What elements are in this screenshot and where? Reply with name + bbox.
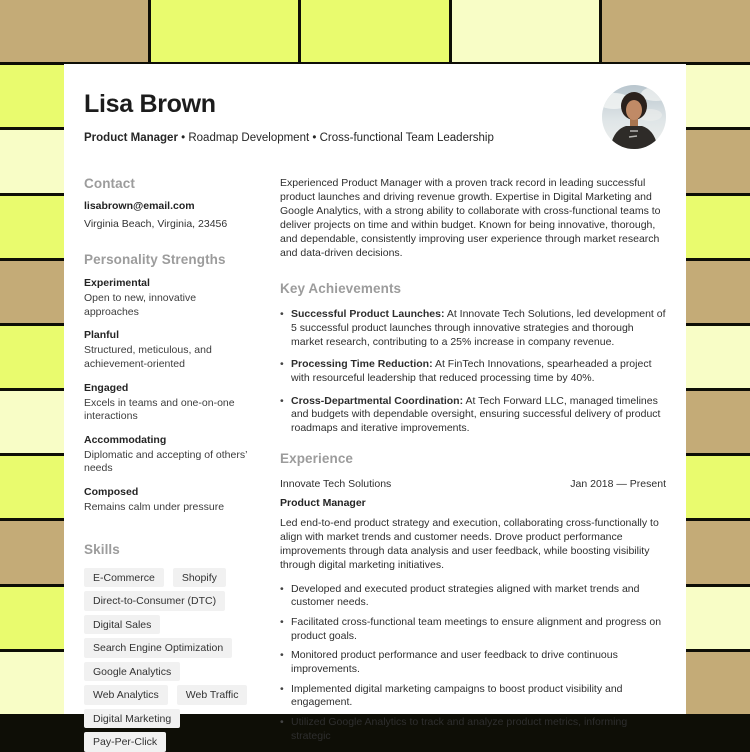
backdrop-cell	[151, 0, 299, 62]
resume-page	[64, 64, 686, 749]
bullet-icon: •	[280, 582, 284, 595]
right-column	[280, 176, 666, 752]
experience-bullet-item	[280, 683, 666, 710]
contact-section	[84, 176, 250, 230]
headline	[84, 132, 666, 144]
trait-description: Excels in teams and one-on-one interactions	[84, 396, 235, 423]
skill-chip: Search Engine Optimization	[84, 638, 232, 658]
personality-traits	[84, 277, 250, 515]
job-description: Led end-to-end product strategy and execution, collaborating cross-functionally to align with market trends and customer needs. Drove product performance improvements through data analysis and user feedback, while boosting visibility through digital marketing initiatives.	[280, 516, 659, 571]
headline-role: Product Manager	[84, 132, 178, 144]
trait-description: Open to new, innovative approaches	[84, 292, 197, 318]
skills-section	[84, 542, 250, 752]
contact-location: Virginia Beach, Virginia, 23456	[84, 218, 228, 230]
achievement-label: Cross-Departmental Coordination:	[291, 394, 464, 407]
trait-name: Accommodating	[84, 433, 167, 446]
job-title: Product Manager	[280, 496, 366, 509]
left-column	[84, 176, 250, 752]
skill-chip: Direct-to-Consumer (DTC)	[84, 591, 225, 611]
achievement-text	[291, 395, 666, 436]
achievement-detail: At Tech Forward LLC, managed timelines and budgets with dependable oversight, ensuring successful delivery of product roadmaps and iterative improvements.	[291, 394, 661, 434]
experience-bullets	[280, 583, 666, 743]
personality-section	[84, 252, 250, 515]
trait-item	[84, 277, 250, 319]
trait-name: Planful	[84, 329, 120, 342]
avatar	[602, 85, 666, 149]
achievement-text	[291, 308, 666, 349]
experience-bullet-item	[280, 716, 666, 743]
avatar-illustration	[602, 85, 666, 149]
contact-heading: Contact	[84, 176, 135, 191]
achievement-text	[291, 358, 666, 385]
experience-heading: Experience	[280, 450, 354, 466]
backdrop-cell	[301, 0, 449, 62]
achievement-label: Processing Time Reduction:	[291, 358, 433, 371]
achievement-label: Successful Product Launches:	[291, 308, 445, 321]
bullet-icon: •	[280, 682, 284, 695]
skill-chips	[84, 568, 250, 752]
achievement-detail: At Innovate Tech Solutions, led development of 5 successful product launches through innovative strategies and thorough market research, contributing to a 25% increase in company revenue.	[291, 308, 666, 348]
experience-bullet-text: Monitored product performance and user feedback to drive continuous improvements.	[291, 649, 618, 675]
trait-description: Structured, meticulous, and achievement-oriented	[84, 344, 212, 370]
skill-chip: E-Commerce	[84, 568, 164, 588]
achievements-list	[280, 308, 666, 435]
experience-bullet-text: Implemented digital marketing campaigns to boost product visibility and engagement.	[291, 682, 623, 709]
headline-keywords: • Roadmap Development • Cross-functional Team Leadership	[177, 132, 494, 144]
trait-item	[84, 434, 250, 476]
bullet-icon: •	[280, 358, 284, 371]
trait-description: Diplomatic and accepting of others’ needs	[84, 448, 248, 475]
backdrop-cell	[0, 0, 148, 62]
skill-chip: Shopify	[173, 568, 226, 588]
trait-item	[84, 382, 250, 424]
achievement-item	[280, 358, 666, 385]
experience-bullet-item	[280, 583, 666, 610]
personality-heading: Personality Strengths	[84, 252, 226, 267]
backdrop-cell	[452, 0, 600, 62]
achievement-item	[280, 308, 666, 349]
bullet-icon: •	[280, 308, 284, 321]
experience-bullet-text: Facilitated cross-functional team meetings to ensure alignment and progress on product goals.	[291, 616, 662, 642]
summary-paragraph: Experienced Product Manager with a proven track record in leading successful product launches and driving revenue growth. Expertise in Digital Marketing and Google Analytics, with a strong ability to collaborate with cross-functional teams to deliver projects on time and within budget. Known for being innovative, thorough, and dependable, consistently improving user experience through market research and data-driven decisions.	[280, 177, 661, 260]
experience-bullet-text: Developed and executed product strategies aligned with market trends and customer needs.	[291, 582, 640, 609]
skill-chip: Pay-Per-Click	[84, 732, 166, 752]
bullet-icon: •	[280, 715, 284, 728]
trait-name: Composed	[84, 486, 139, 499]
experience-meta	[280, 478, 666, 490]
backdrop-cell	[602, 0, 750, 62]
page-title: Lisa Brown	[84, 90, 216, 118]
contact-email: lisabrown@email.com	[84, 200, 195, 212]
skill-chip: Digital Marketing	[84, 709, 180, 729]
skill-chip: Web Analytics	[84, 685, 168, 705]
skills-heading: Skills	[84, 541, 120, 557]
experience-bullet-item	[280, 616, 666, 643]
date-range: Jan 2018 — Present	[570, 477, 666, 490]
trait-description: Remains calm under pressure	[84, 501, 225, 514]
trait-name: Engaged	[84, 381, 129, 394]
skill-chip: Digital Sales	[84, 615, 160, 635]
company-name: Innovate Tech Solutions	[280, 477, 392, 490]
skill-chip: Web Traffic	[177, 685, 248, 705]
achievement-detail: At FinTech Innovations, spearheaded a project with resourceful leadership that reduced processing time by 40%.	[291, 358, 652, 384]
experience-bullet-text: Utilized Google Analytics to track and analyze product metrics, informing strategic	[291, 715, 628, 742]
achievements-heading: Key Achievements	[280, 281, 402, 297]
resume-body	[84, 176, 666, 752]
experience-bullet-item	[280, 649, 666, 676]
trait-item	[84, 329, 250, 371]
trait-item	[84, 486, 250, 515]
bullet-icon: •	[280, 649, 284, 662]
trait-name: Experimental	[84, 277, 150, 289]
skill-chip: Google Analytics	[84, 662, 180, 682]
bullet-icon: •	[280, 616, 284, 629]
achievement-item	[280, 395, 666, 436]
bullet-icon: •	[280, 394, 284, 407]
